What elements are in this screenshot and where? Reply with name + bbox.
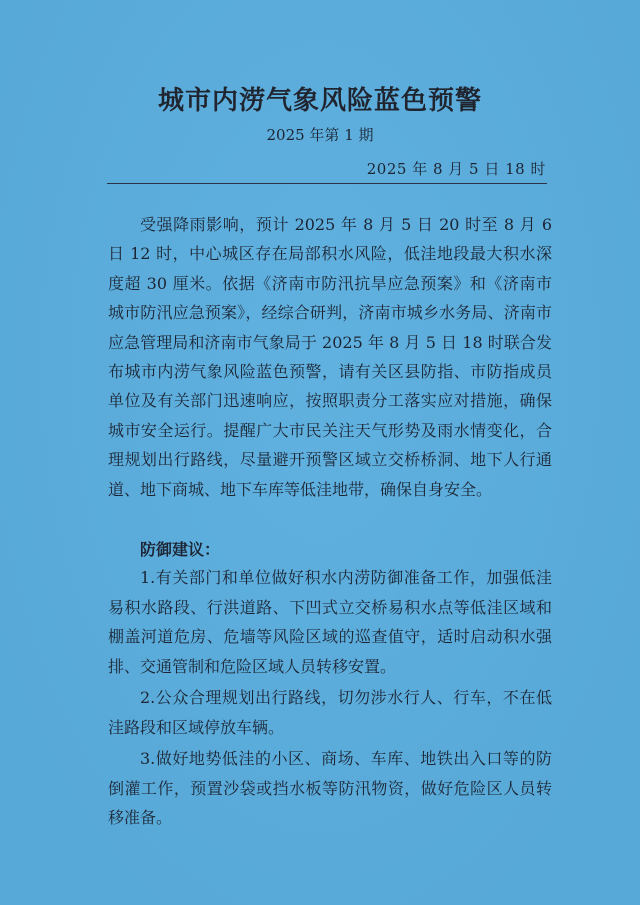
body-paragraph: 受强降雨影响，预计 2025 年 8 月 5 日 20 时至 8 月 6 日 12 时，中心城区存在局部积水风险，低洼地段最大积水深度超 30 厘米。依据《济南市防汛抗旱应急预案》和《济南市城市防汛应急预案》，经综合研判，济南市城乡水务局、济南市应急管理局和济南市气象局于 2025 年 8 月 5 日 18 时联合发布城市内涝气象风险蓝色预警，请有关区县防指、市防指成员单位及有关部门迅速响应，按照职责分工落实应对措施，确保城市安全运行。提醒广大市民关注天气形势及雨水情变化，合理规划出行路线，尽量避开预警区域立交桥桥洞、地下人行通道、地下商城、地下车库等低洼地带，确保自身安全。: [108, 215, 552, 499]
header-divider: [107, 183, 547, 184]
advice-list: [108, 563, 552, 835]
warning-body: [108, 210, 552, 504]
issue-datetime: 2025 年 8 月 5 日 18 时: [366, 160, 546, 178]
document-title: 城市内涝气象风险蓝色预警: [157, 86, 482, 116]
advice-item-2: 2.公众合理规划出行路线，切勿涉水行人、行车，不在低洼路段和区域停放车辆。: [108, 688, 552, 737]
issue-number: 2025 年第 1 期: [266, 126, 374, 144]
advice-item-3: 3.做好地势低洼的小区、商场、车库、地铁出入口等的防倒灌工作，预置沙袋或挡水板等防汛物资，做好危险区人员转移准备。: [108, 749, 552, 827]
advice-item-1: 1.有关部门和单位做好积水内涝防御准备工作，加强低洼易积水路段、行洪道路、下凹式立交桥易积水点等低洼区域和棚盖河道危房、危墙等风险区域的巡查值守，适时启动积水强排、交通管制和危险区域人员转移安置。: [108, 568, 552, 676]
advice-heading: 防御建议：: [140, 540, 221, 559]
